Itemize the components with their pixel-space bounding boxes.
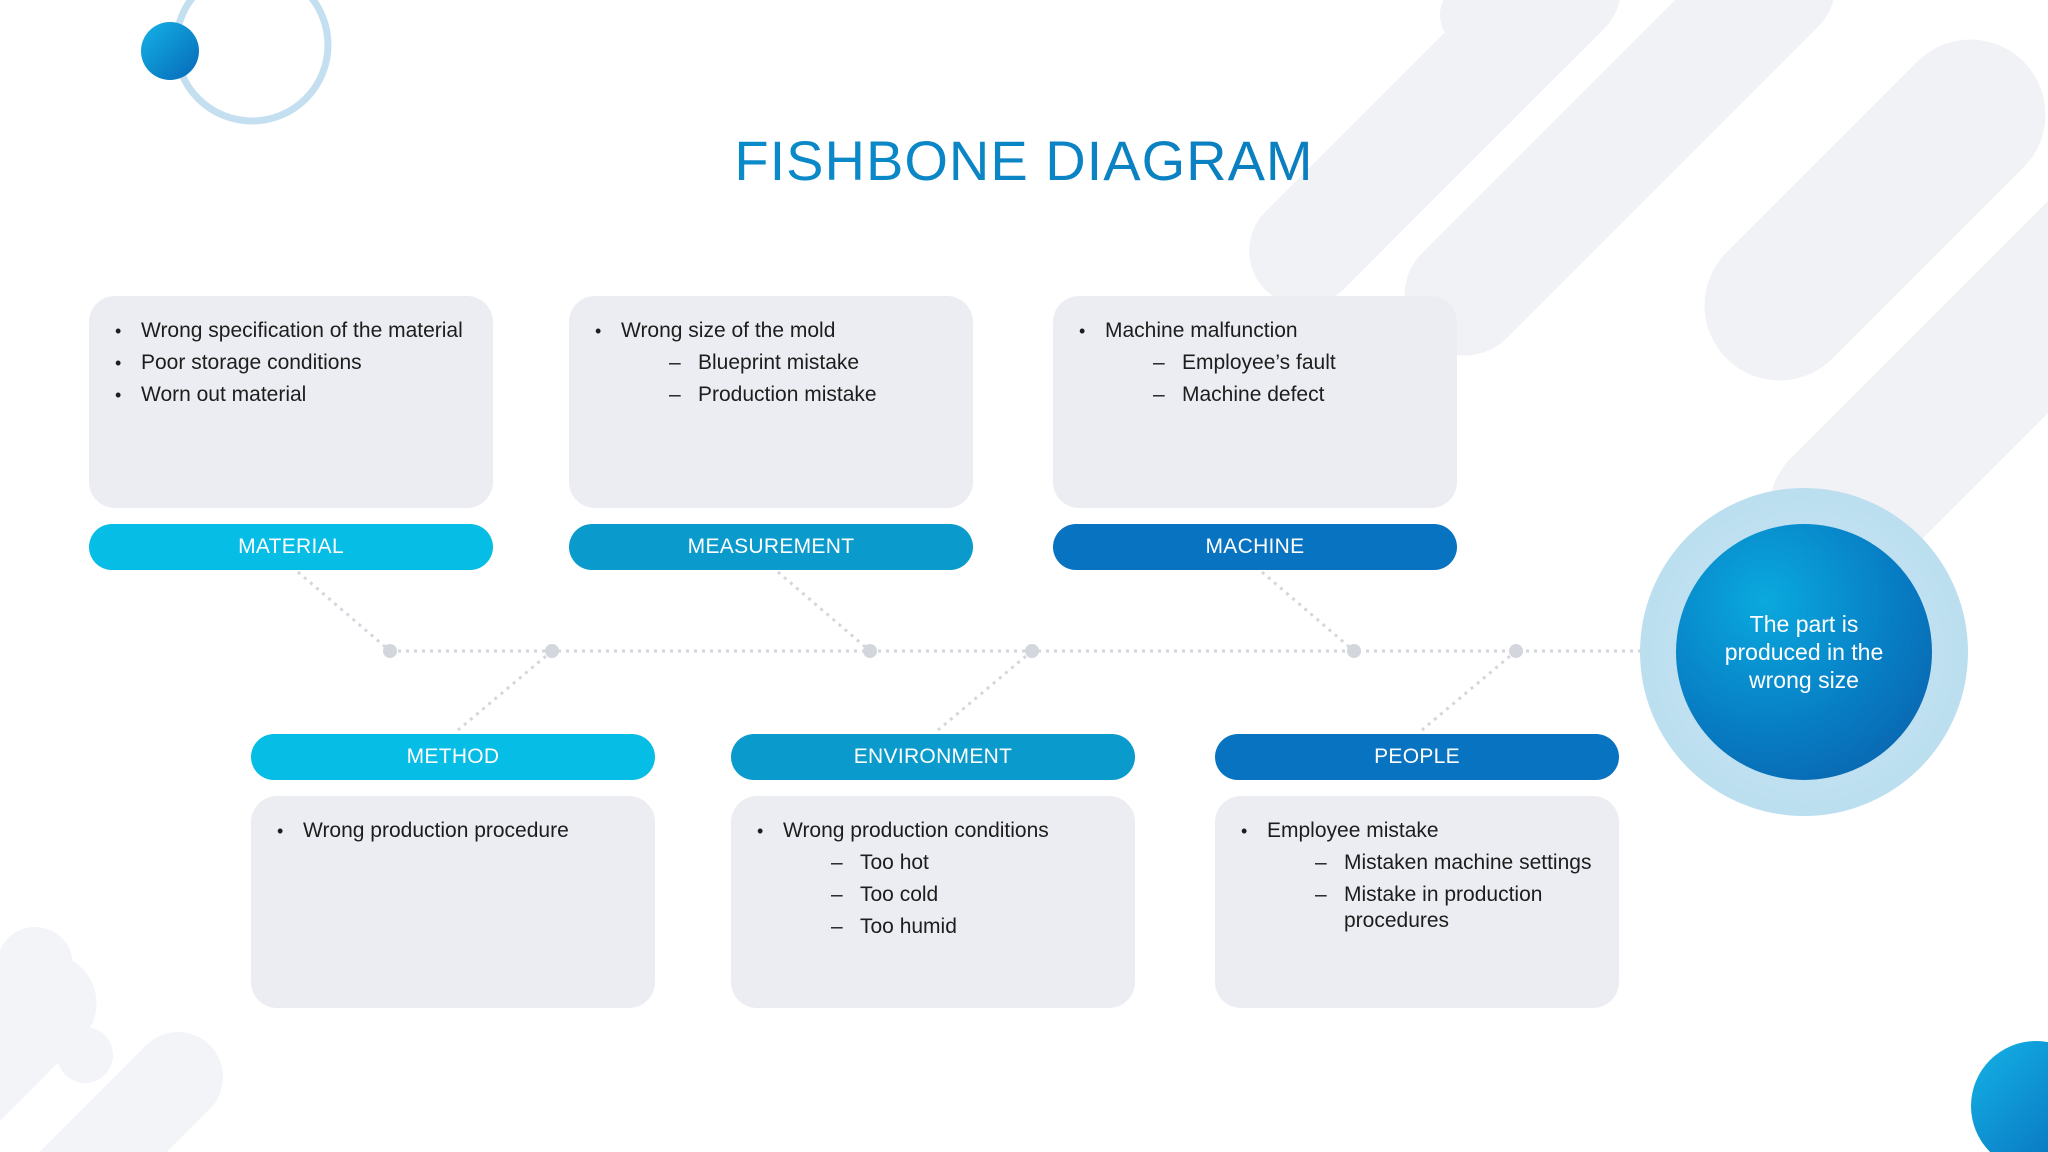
sub-cause-item: – Mistake in production procedures [1239, 882, 1595, 934]
material-causes-list [113, 318, 469, 408]
sub-cause-item: – Mistaken machine settings [1239, 850, 1595, 876]
joint-dot [863, 644, 877, 658]
cause-item: • Wrong production conditions [755, 818, 1111, 844]
sub-cause-item: – Employee’s fault [1077, 350, 1433, 376]
sub-cause-item: – Too cold [755, 882, 1111, 908]
joint-dot [545, 644, 559, 658]
cause-item: • Employee mistake [1239, 818, 1595, 844]
environment-causes-list [755, 818, 1111, 940]
bone-people [1422, 651, 1516, 730]
cause-item: • Machine malfunction [1077, 318, 1433, 344]
sub-cause-item: – Blueprint mistake [593, 350, 949, 376]
joint-dot [1509, 644, 1523, 658]
sub-cause-item: – Too hot [755, 850, 1111, 876]
people-causes-list [1239, 818, 1595, 934]
effect-circle [1640, 488, 1968, 816]
effect-label: The part is produced in the wrong size [1724, 611, 1884, 693]
category-measurement: MEASUREMENT [569, 524, 973, 570]
bone-environment [938, 651, 1032, 730]
joint-dot [383, 644, 397, 658]
effect-core [1676, 524, 1932, 780]
cause-item: • Wrong production procedure [275, 818, 631, 844]
decor-bottom-left-shapes [0, 927, 242, 1152]
category-method: METHOD [251, 734, 655, 780]
measurement-causes-box [569, 296, 973, 508]
machine-causes-box [1053, 296, 1457, 508]
cause-item: • Wrong size of the mold [593, 318, 949, 344]
method-causes-box [251, 796, 655, 1008]
bone-machine [1262, 572, 1354, 651]
measurement-causes-list [593, 318, 949, 408]
people-causes-box [1215, 796, 1619, 1008]
cause-item: • Wrong specification of the material [113, 318, 469, 344]
decor-ring [176, 0, 328, 121]
material-causes-box [89, 296, 493, 508]
category-people: PEOPLE [1215, 734, 1619, 780]
joint-dot [1025, 644, 1039, 658]
bone-measurement [778, 572, 870, 651]
bone-material [298, 572, 390, 651]
page-title: FISHBONE DIAGRAM [0, 128, 2048, 193]
machine-causes-list [1077, 318, 1433, 408]
sub-cause-item: – Production mistake [593, 382, 949, 408]
cause-item: • Poor storage conditions [113, 350, 469, 376]
sub-cause-item: – Too humid [755, 914, 1111, 940]
category-machine: MACHINE [1053, 524, 1457, 570]
category-material: MATERIAL [89, 524, 493, 570]
sub-cause-item: – Machine defect [1077, 382, 1433, 408]
method-causes-list [275, 818, 631, 844]
joint-dot [1347, 644, 1361, 658]
cause-item: • Worn out material [113, 382, 469, 408]
bone-method [458, 651, 552, 730]
category-environment: ENVIRONMENT [731, 734, 1135, 780]
decor-dot [141, 22, 199, 80]
environment-causes-box [731, 796, 1135, 1008]
decor-corner-circle [1971, 1041, 2048, 1152]
